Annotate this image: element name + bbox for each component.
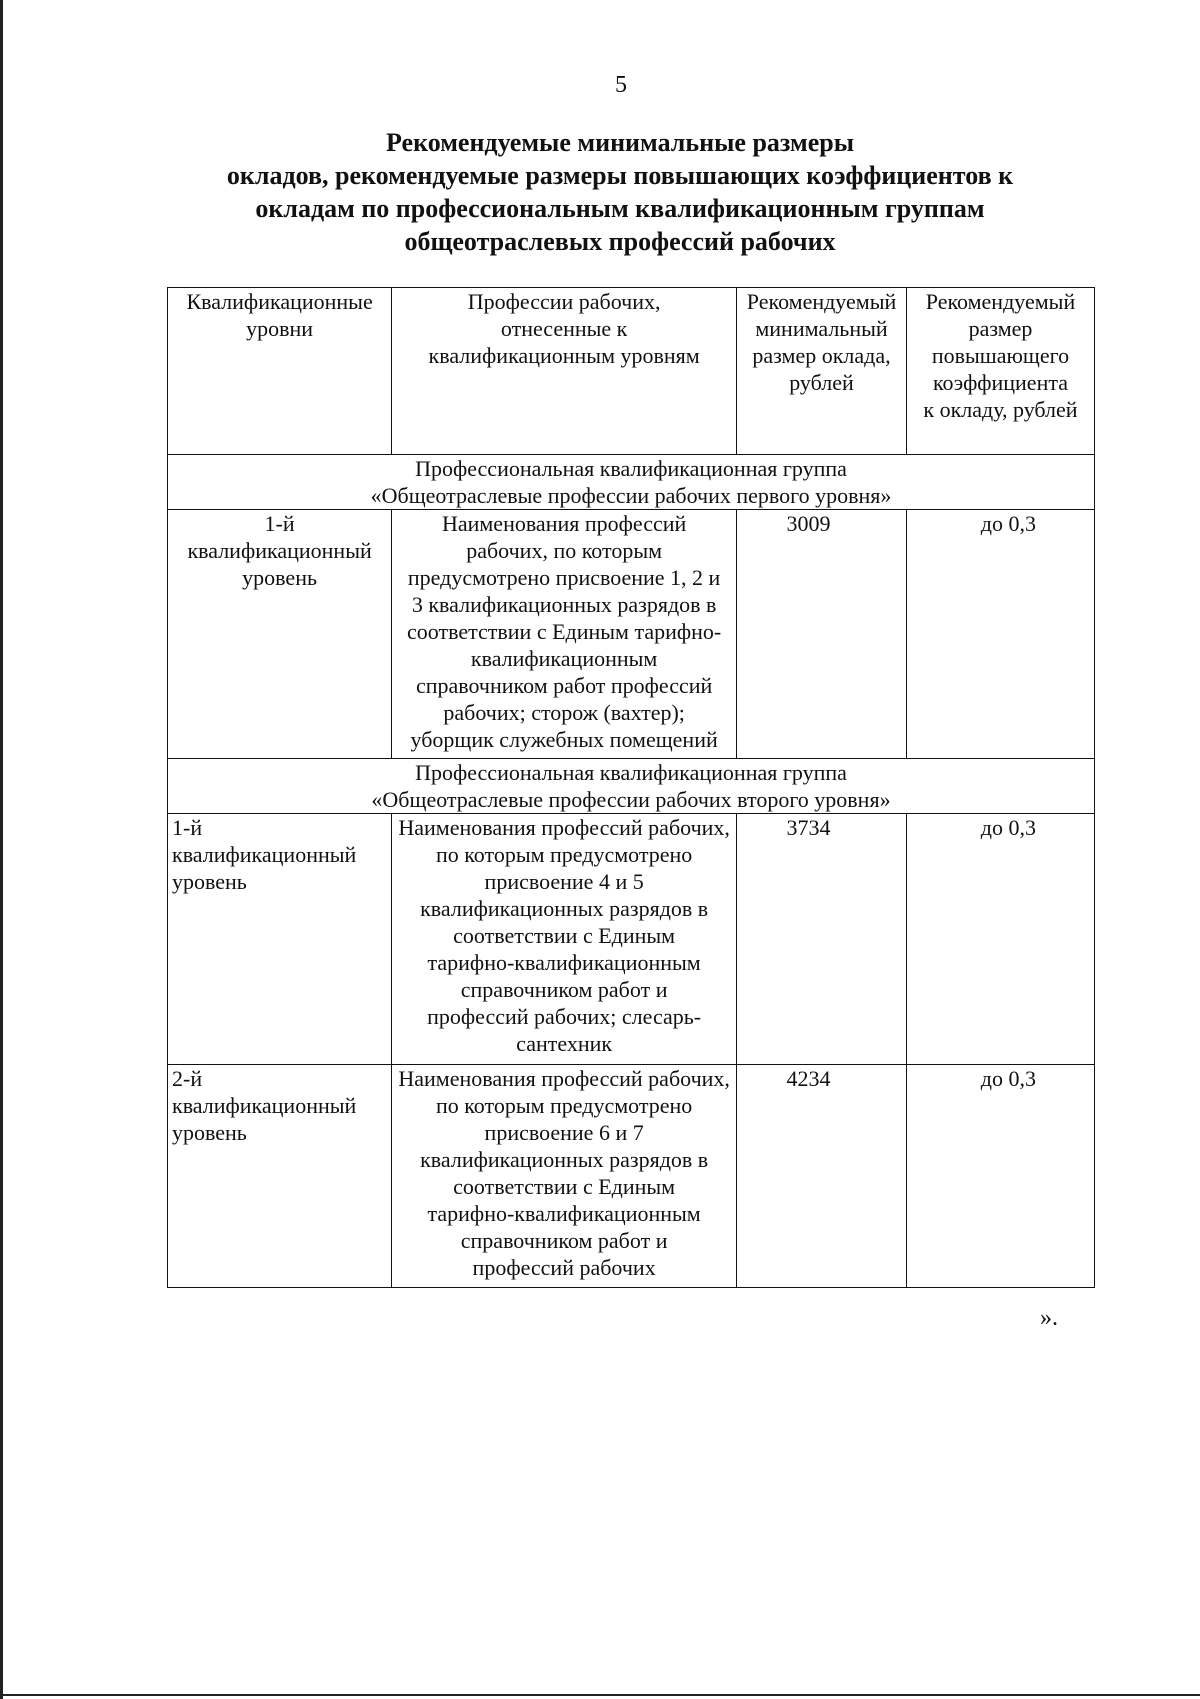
header-min-salary: Рекомендуемый минимальный размер оклада, рублей	[737, 288, 907, 455]
salary-cell: 3009	[737, 510, 907, 759]
page-number: 5	[615, 72, 627, 98]
professions-cell: Наименования профессий рабочих, по которым предусмотрено присвоение 4 и 5 квалификационных разрядов в соответствии с Единым тарифно-квалификационным справочником работ и профессий рабочих; слесарь- сантехник	[392, 814, 737, 1065]
coefficient-cell: до 0,3	[906, 510, 1094, 759]
professions-cell: Наименования профессий рабочих, по которым предусмотрено присвоение 6 и 7 квалификационных разрядов в соответствии с Единым тарифно-квалификационным справочником работ и профессий рабочих	[392, 1065, 737, 1288]
salary-cell: 4234	[737, 1065, 907, 1288]
salary-cell: 3734	[737, 814, 907, 1065]
qualification-level-cell: 1-й квалификационный уровень	[168, 510, 392, 759]
group-title-row	[168, 455, 1095, 510]
table-row	[168, 510, 1095, 759]
header-professions: Профессии рабочих, отнесенные к квалификационным уровням	[392, 288, 737, 455]
title-line: Рекомендуемые минимальные размеры	[385, 128, 854, 157]
page-border-bottom	[0, 1694, 1200, 1696]
title-line: общеотраслевых профессий рабочих	[404, 227, 836, 256]
header-coefficient: Рекомендуемый размер повышающего коэффициента к окладу, рублей	[906, 288, 1094, 455]
closing-quote-mark: ».	[1040, 1305, 1058, 1331]
table-row	[168, 814, 1095, 1065]
header-qualification-levels: Квалификационные уровни	[168, 288, 392, 455]
title-line: окладам по профессиональным квалификационным группам	[255, 194, 985, 223]
coefficient-cell: до 0,3	[906, 1065, 1094, 1288]
page-border-left	[0, 0, 3, 1699]
professions-cell: Наименования профессий рабочих, по которым предусмотрено присвоение 1, 2 и 3 квалификационных разрядов в соответствии с Единым тарифно- квалификационным справочником работ профессий рабочих; сторож (вахтер); уборщик служебных помещений	[392, 510, 737, 759]
group-title-row	[168, 759, 1095, 814]
title-line: окладов, рекомендуемые размеры повышающих коэффициентов к	[226, 161, 1014, 190]
salary-table	[167, 287, 1095, 1288]
qualification-level-cell: 2-й квалификационный уровень	[168, 1065, 392, 1288]
table-row	[168, 1065, 1095, 1288]
table-header-row	[168, 288, 1095, 455]
coefficient-cell: до 0,3	[906, 814, 1094, 1065]
qualification-level-cell: 1-й квалификационный уровень	[168, 814, 392, 1065]
group-title-second-level: Профессиональная квалификационная группа «Общеотраслевые профессии рабочих второго уровня»	[168, 759, 1095, 814]
group-title-first-level: Профессиональная квалификационная группа «Общеотраслевые профессии рабочих первого уровня»	[168, 455, 1095, 510]
document-title	[150, 126, 1090, 258]
